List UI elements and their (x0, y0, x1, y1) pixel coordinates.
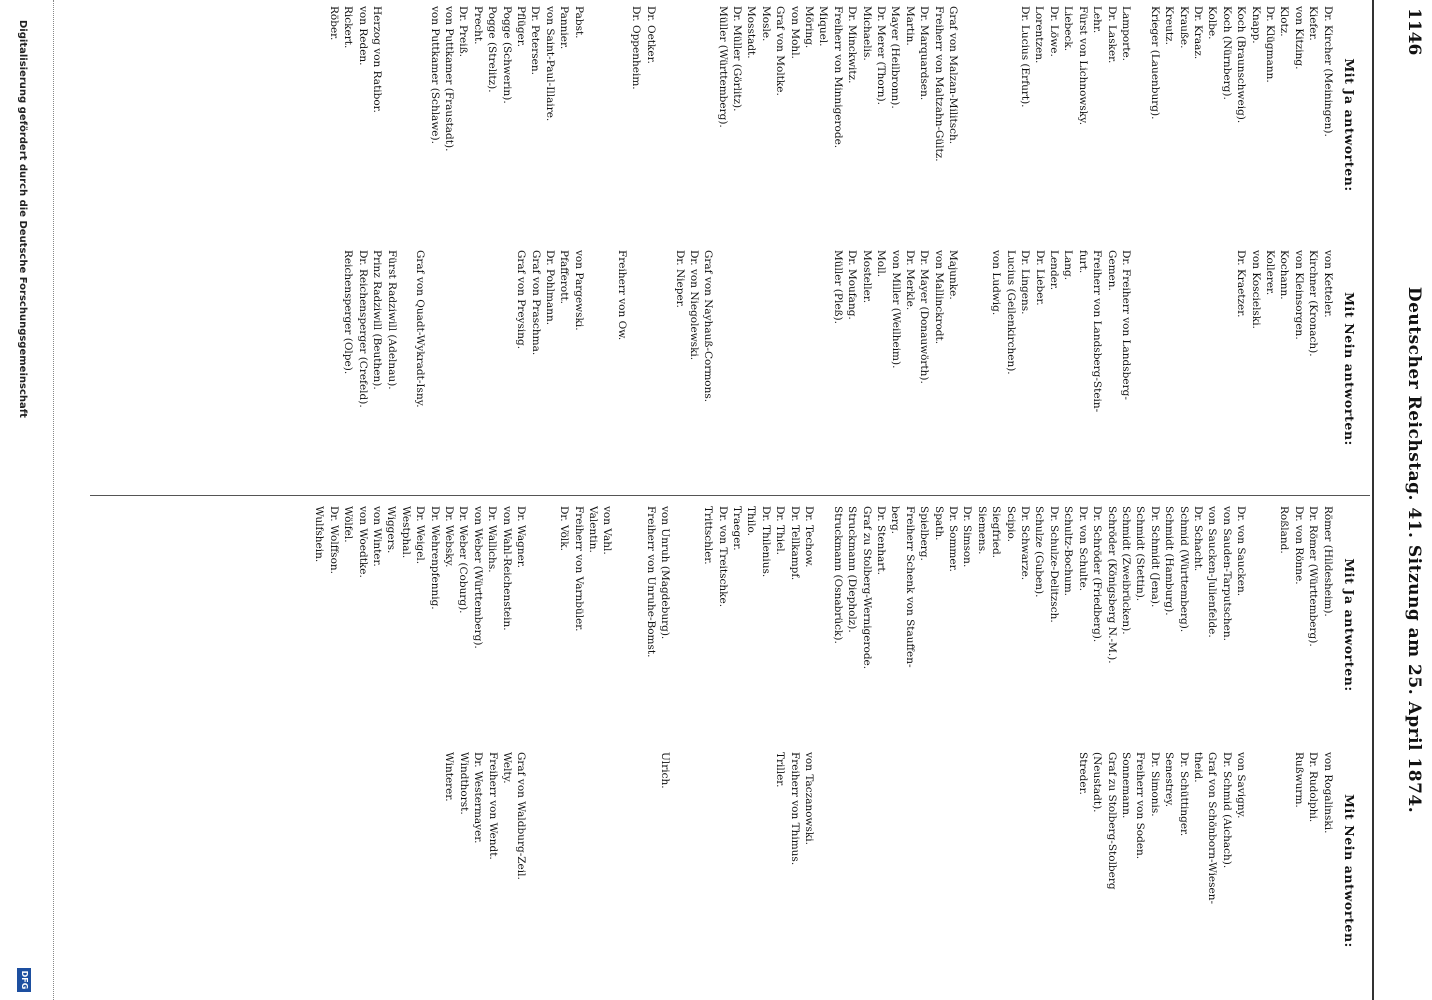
member-name: von Kitzing. (1292, 6, 1305, 70)
member-name (1047, 752, 1061, 990)
name-list (312, 506, 1335, 744)
member-name: Dr. Thilenius. (759, 506, 772, 578)
member-name (1191, 250, 1205, 488)
member-name: Müller (Württemberg). (716, 6, 729, 128)
member-name: theid. (1191, 752, 1204, 783)
member-name: Dr. Thiel. (774, 506, 787, 555)
member-name (629, 752, 643, 990)
member-name: Senestrey. (1163, 752, 1176, 808)
member-name (384, 6, 398, 244)
member-name (1018, 752, 1032, 990)
member-name: Dr. Freiherr von Landsberg- (1120, 250, 1133, 400)
member-name: Pabst. (572, 6, 585, 39)
member-name: Dr. Websky. (442, 506, 455, 568)
member-name (960, 752, 974, 990)
member-name: Graf von Waldburg-Zeil. (515, 752, 528, 880)
member-name (1061, 752, 1075, 990)
member-name: Dr. Kraetzer. (1235, 250, 1248, 318)
member-name: Lender. (1047, 250, 1060, 291)
member-name (975, 6, 989, 244)
column-yes-right (312, 506, 1356, 744)
member-name (614, 506, 628, 744)
member-name: Dr. Stenhart. (875, 506, 888, 575)
member-name (586, 250, 600, 488)
member-name (787, 250, 801, 488)
member-name: Mosstadt. (745, 6, 758, 59)
member-name: Krauße. (1177, 6, 1190, 49)
member-name (701, 6, 715, 244)
member-name: Schröder (Königsberg N.-M.). (1105, 506, 1118, 664)
column-no-left (341, 250, 1356, 488)
member-name (1205, 250, 1219, 488)
member-name: von Kleinsorgen. (1292, 250, 1305, 340)
member-name: von Puttkamer (Fraustadt). (443, 6, 455, 152)
member-name: Kochann. (1278, 250, 1291, 300)
page-title: Deutscher Reichstag. 41. Sitzung am 25. April 1874. (1404, 286, 1424, 814)
member-name: Reichensperger (Olpe). (342, 250, 355, 375)
name-list (326, 6, 1334, 244)
member-name (600, 250, 614, 488)
member-name (917, 752, 931, 990)
member-name (1032, 752, 1046, 990)
member-name: Thilo. (745, 506, 758, 536)
member-name: Freiherr von Thimus. (788, 752, 801, 866)
member-name: Mosteller. (860, 250, 873, 304)
member-name: Dr. Schacht. (1191, 506, 1204, 572)
name-list (442, 752, 1335, 990)
member-name: Dr. Simonis. (1148, 752, 1161, 817)
member-name: Dr. Marquardsen. (918, 6, 931, 101)
member-name: Dr. Weber (Coburg). (457, 506, 470, 614)
member-name: Dr. Mayer (Donauwörth). (918, 250, 931, 384)
member-name: Schmidt (Hamburg). (1163, 506, 1176, 616)
member-name (1248, 752, 1262, 990)
member-name: Müller (Pleß). (831, 250, 844, 324)
member-name (658, 250, 672, 488)
member-name (572, 752, 586, 990)
member-name: Dr. Schüttinger. (1177, 752, 1190, 837)
member-name (975, 250, 989, 488)
member-name (644, 752, 658, 990)
member-name: Dr. Techow. (803, 506, 816, 568)
member-name: von Miller (Weilheim). (889, 250, 902, 369)
member-name (542, 506, 556, 744)
column-yes-left (326, 6, 1356, 244)
member-name: Graf von Nayhauß-Cormons. (702, 250, 715, 403)
member-name (629, 506, 643, 744)
member-name: Miquel. (817, 6, 830, 47)
member-name: Dr. Pohlmann. (544, 250, 556, 326)
member-name: Windthorst. (457, 752, 470, 815)
member-name (730, 752, 744, 990)
member-name (557, 752, 571, 990)
member-name (975, 752, 989, 990)
member-name (716, 752, 730, 990)
member-name: Rickert. (342, 6, 355, 49)
member-name (1003, 6, 1017, 244)
member-name: Schmidt (Stettin). (1134, 506, 1147, 602)
member-name (1248, 506, 1262, 744)
member-name: von Weber (Württemberg). (471, 506, 484, 649)
member-name: von Savigny. (1235, 752, 1248, 819)
member-name: Valentin. (586, 506, 599, 553)
member-name: Dr. Lieber. (1033, 250, 1046, 306)
member-name: Dr. Schröder (Friedberg). (1091, 506, 1104, 643)
member-name (672, 506, 686, 744)
member-name: Herzog von Ratibor. (371, 6, 384, 113)
member-name (1219, 250, 1233, 488)
member-name (586, 6, 600, 244)
member-name: Dr. Völk. (558, 506, 571, 551)
member-name (1263, 506, 1277, 744)
member-name: Westphal. (399, 506, 412, 559)
member-name: Schultz-Bochum. (1062, 506, 1075, 596)
member-name: Schmidt (Zweibrücken). (1119, 506, 1132, 635)
member-name: Graf zu Stolberg-Stolberg (1105, 752, 1118, 890)
column-heading: Mit Ja antworten: (1342, 558, 1357, 692)
member-name: Dr. Oetker. (644, 6, 657, 64)
member-name (903, 752, 917, 990)
member-name (1133, 6, 1147, 244)
member-name: Dr. Reichensperger (Crefeld). (356, 250, 369, 408)
member-name: Dr. Löwe. (1047, 6, 1060, 57)
member-name: Rußwurm. (1292, 752, 1305, 808)
member-name: Pogge (Schwerin). (500, 6, 513, 104)
member-name: Freiherr von Soden. (1134, 752, 1147, 860)
member-name (485, 250, 499, 488)
member-name (658, 6, 672, 244)
member-name: Dr. Müller (Görlitz). (731, 6, 744, 112)
member-name: Dr. Merer (Thorn). (875, 6, 888, 105)
member-name: von Unruh (Magdeburg). (658, 506, 671, 640)
member-name: Pfafferott. (558, 250, 571, 305)
member-name (816, 752, 830, 990)
member-name: Dr. Kircher (Meiningen). (1321, 6, 1334, 137)
member-name: Dr. Wolffson. (327, 506, 340, 574)
member-name: Schulze (Guben). (1033, 506, 1046, 598)
member-name: Röber. (327, 6, 340, 41)
member-name (471, 250, 485, 488)
member-name: Siegfried. (990, 506, 1003, 559)
member-name (1133, 250, 1147, 488)
member-name: Graf zu Stolberg-Wernigerode. (860, 506, 873, 670)
member-name: Dr. Schwarze. (1019, 506, 1032, 581)
member-name: Michaelis. (860, 6, 873, 61)
page-number: 1146 (1404, 8, 1424, 56)
member-name: Struckmann (Osnabrück). (831, 506, 844, 644)
member-name: Martin. (903, 6, 916, 46)
member-name: Dr. Wallichs. (486, 506, 499, 573)
member-name: Fürst Radziwill (Adelnau). (385, 250, 398, 390)
member-name (615, 752, 629, 990)
member-name: Wiggers. (385, 506, 398, 554)
member-name (715, 250, 729, 488)
member-name: Dr. Weigel. (414, 506, 427, 565)
member-name: Fürst von Lichnowsky. (1076, 6, 1089, 126)
member-name: Graf von Schönborn-Wiesen- (1206, 752, 1219, 905)
member-name: von Vahl. (601, 506, 614, 555)
name-list (341, 250, 1335, 488)
member-name (442, 250, 456, 488)
member-name (831, 752, 845, 990)
member-name (629, 250, 643, 488)
member-name (888, 752, 902, 990)
column-heading: Mit Ja antworten: (1342, 58, 1357, 192)
member-name: Sonnemann. (1119, 752, 1132, 819)
member-name (744, 752, 758, 990)
member-name: von Mallinckrodt. (932, 250, 945, 345)
member-name: Spath. (932, 506, 945, 541)
member-name: Kollerer. (1263, 250, 1276, 296)
member-name (874, 752, 888, 990)
member-name: Koch (Nürnberg). (1220, 6, 1233, 100)
member-name: Kolbe. (1206, 6, 1219, 40)
member-name: Dr. Lasker. (1105, 6, 1118, 64)
member-name: Welty. (501, 752, 514, 784)
member-name: Precht. (471, 6, 484, 45)
member-name: Pflüger. (515, 6, 528, 47)
member-name: von Mohl. (788, 6, 801, 59)
member-name: von Rogalinski. (1321, 752, 1334, 834)
member-name: Dr. Oppenheim. (630, 6, 643, 90)
member-name: Dr. Simson. (961, 506, 974, 568)
member-name: Struckmann (Diepholz). (846, 506, 859, 633)
member-name: Siemens. (975, 506, 988, 555)
member-name: Dr. Schmid (Aichach). (1220, 752, 1233, 869)
member-name: Dr. Schulze-Delitzsch. (1047, 506, 1060, 623)
member-name: von Ketteler. (1321, 250, 1334, 318)
member-name: Freiherr Schenk von Stauffen- (903, 506, 916, 668)
member-name (960, 6, 974, 244)
member-name (759, 250, 773, 488)
digitization-credit: Digitalisierung gefördert durch die Deutsche Forschungsgemeinschaft (17, 20, 28, 418)
member-name (946, 752, 960, 990)
member-name: Dr. Preiß. (457, 6, 470, 57)
member-name: von Reden. (356, 6, 369, 66)
scan-edge-dots (52, 0, 54, 1000)
member-name (600, 6, 614, 244)
member-name: Lamporte. (1119, 6, 1132, 62)
member-name: Dr. Moufang. (846, 250, 859, 320)
member-name: Moll. (875, 250, 888, 278)
member-name: Triller. (774, 752, 787, 788)
member-name: Dr. Lingens. (1019, 250, 1032, 315)
member-name (802, 250, 816, 488)
member-name: Schmid (Württemberg). (1177, 506, 1190, 633)
member-name (759, 752, 773, 990)
member-name: Dr. Wagner. (514, 506, 527, 569)
member-name: von Saint-Paul-Illaire. (543, 6, 556, 122)
member-name: Dr. Tellkampf. (788, 506, 801, 581)
member-name: von Koscielski. (1249, 250, 1262, 329)
member-name: Scipio. (1004, 506, 1017, 542)
member-name (859, 752, 873, 990)
member-name (701, 752, 715, 990)
member-name: Dr. von Niegolewski. (687, 250, 700, 361)
member-name (672, 752, 686, 990)
header-rule (1373, 0, 1375, 1000)
member-name: Dr. Lucius (Erfurt). (1019, 6, 1032, 108)
member-name: Lucius (Geilenkirchen). (1004, 250, 1017, 375)
member-name (960, 250, 974, 488)
member-name (528, 506, 542, 744)
member-name: Dr. Klügmann. (1263, 6, 1276, 83)
member-name: von Sauden-Tarputschen. (1220, 506, 1233, 641)
member-name (1277, 752, 1291, 990)
member-name: Mayer (Heilbronn). (889, 6, 902, 109)
member-name: Prinz Radziwill (Beuthen). (371, 250, 384, 390)
member-name: furt. (1076, 250, 1089, 274)
member-name: Traeger. (730, 506, 743, 551)
member-name: Lehr. (1091, 6, 1104, 34)
member-name: Wölfel. (342, 506, 355, 543)
member-name: Kreutz. (1163, 6, 1176, 45)
member-name (427, 250, 441, 488)
member-name: Freiherr von Unruhe-Bomst. (644, 506, 657, 658)
member-name: Lorentzen. (1033, 6, 1046, 64)
member-name: Graf von Malzan-Militsch. (947, 6, 960, 145)
member-name (614, 6, 628, 244)
member-name (399, 250, 413, 488)
member-name (643, 250, 657, 488)
member-name (1176, 250, 1190, 488)
member-name: Dr. Merkle. (903, 250, 916, 311)
member-name (744, 250, 758, 488)
member-name (456, 250, 470, 488)
member-name: Freiherr von Maltzahn-Gültz. (932, 6, 945, 162)
member-name (413, 6, 427, 244)
member-name: Dr. Kraaz. (1191, 6, 1204, 60)
member-name: Dr. Petersen. (529, 6, 542, 75)
member-name: von Pargewski. (572, 250, 585, 331)
member-name: Graf von Quadt-Wykradt-Isny. (414, 250, 427, 408)
member-name: Dr. Nieper. (673, 250, 686, 308)
member-name: Ulrich. (659, 752, 672, 789)
member-name: Krieger (Lauenburg). (1148, 6, 1161, 120)
member-name: Trittschler. (702, 506, 715, 565)
member-name: von Woedtke. (356, 506, 369, 578)
member-name (586, 752, 600, 990)
member-name: Roßland. (1278, 506, 1291, 554)
member-name (931, 752, 945, 990)
member-name: Dr. Westermayer. (472, 752, 485, 844)
member-name (1162, 250, 1176, 488)
member-name: berg. (889, 506, 902, 535)
member-name: Dr. von Treitschke. (716, 506, 729, 608)
member-name: von Taczanowski. (803, 752, 816, 845)
column-no-right (442, 752, 1356, 990)
member-name (730, 250, 744, 488)
member-name: Dr. Schmidt (Jena). (1148, 506, 1161, 608)
member-name: Dr. Minckwitz. (846, 6, 859, 84)
member-name (816, 250, 830, 488)
member-name: Majunke. (947, 250, 960, 300)
member-name (1263, 752, 1277, 990)
column-divider (90, 495, 1370, 496)
member-name (773, 250, 787, 488)
member-name: Möring. (803, 6, 816, 49)
member-name: Lang. (1062, 250, 1075, 281)
member-name: Knapp. (1249, 6, 1262, 44)
member-name: von Puttkamer (Schlawe). (428, 6, 441, 144)
member-name (989, 752, 1003, 990)
member-name (989, 6, 1003, 244)
member-name (686, 506, 700, 744)
running-head (1394, 0, 1424, 1000)
member-name: Gemen. (1105, 250, 1118, 291)
member-name (1147, 250, 1161, 488)
member-name (543, 752, 557, 990)
member-name: Mosle. (759, 6, 772, 42)
member-name (499, 250, 513, 488)
member-name (672, 6, 686, 244)
member-name: Pannier. (558, 6, 571, 50)
member-name: (Neustadt). (1091, 752, 1104, 813)
member-name: Klotz. (1278, 6, 1291, 37)
member-name: Pogge (Strelitz). (486, 6, 499, 93)
member-name: Freiherr von Ow. (616, 250, 628, 341)
member-name (528, 752, 542, 990)
member-name: Graf von Preysing. (515, 250, 528, 350)
column-heading: Mit Nein antworten: (1342, 292, 1357, 446)
member-name: Winterer. (443, 752, 456, 802)
member-name: Graf von Moltke. (774, 6, 787, 96)
member-name: Kiefer. (1307, 6, 1320, 41)
member-name (398, 6, 412, 244)
member-name: Freiherr von Landsberg-Stein- (1091, 250, 1104, 413)
member-name (816, 506, 830, 744)
member-name (1003, 752, 1017, 990)
member-name: Graf von Praschma. (529, 250, 542, 356)
member-name: von Winter. (370, 506, 383, 567)
member-name: Dr. Rudolphi. (1307, 752, 1320, 823)
member-name: von Ludwig. (990, 250, 1003, 316)
member-name: Wulfshein. (313, 506, 326, 563)
member-name: Dr. Sommer. (947, 506, 960, 572)
member-name: Dr. von Schulte. (1076, 506, 1089, 592)
member-name: von Saucken-Julienfelde. (1206, 506, 1219, 638)
member-name: Koch (Braunschweig). (1235, 6, 1248, 124)
member-name: Streder. (1076, 752, 1089, 795)
member-name: Dr. Wehrenpfennig. (428, 506, 441, 610)
member-name: Freiherr von Minnigerode. (831, 6, 844, 149)
member-name: Dr. von Saucken. (1235, 506, 1248, 597)
member-name: Kirchner (Kronach). (1307, 250, 1320, 357)
member-name (845, 752, 859, 990)
member-name: Freiherr von Wendt. (486, 752, 499, 860)
member-name: Dr. Römer (Württemberg). (1307, 506, 1320, 647)
member-name (687, 752, 701, 990)
member-name (686, 6, 700, 244)
member-name: Dr. von Rönne. (1292, 506, 1305, 585)
member-name (600, 752, 614, 990)
member-name: Römer (Hildesheim). (1321, 506, 1334, 617)
member-name: Freiherr von Varnbüler. (572, 506, 585, 632)
column-heading: Mit Nein antworten: (1342, 794, 1357, 948)
member-name: von Wahl-Reichenstein. (500, 506, 513, 631)
member-name: Spielberg. (918, 506, 931, 561)
member-name: Liebeck. (1062, 6, 1075, 52)
dfg-logo: DFG (17, 968, 31, 992)
